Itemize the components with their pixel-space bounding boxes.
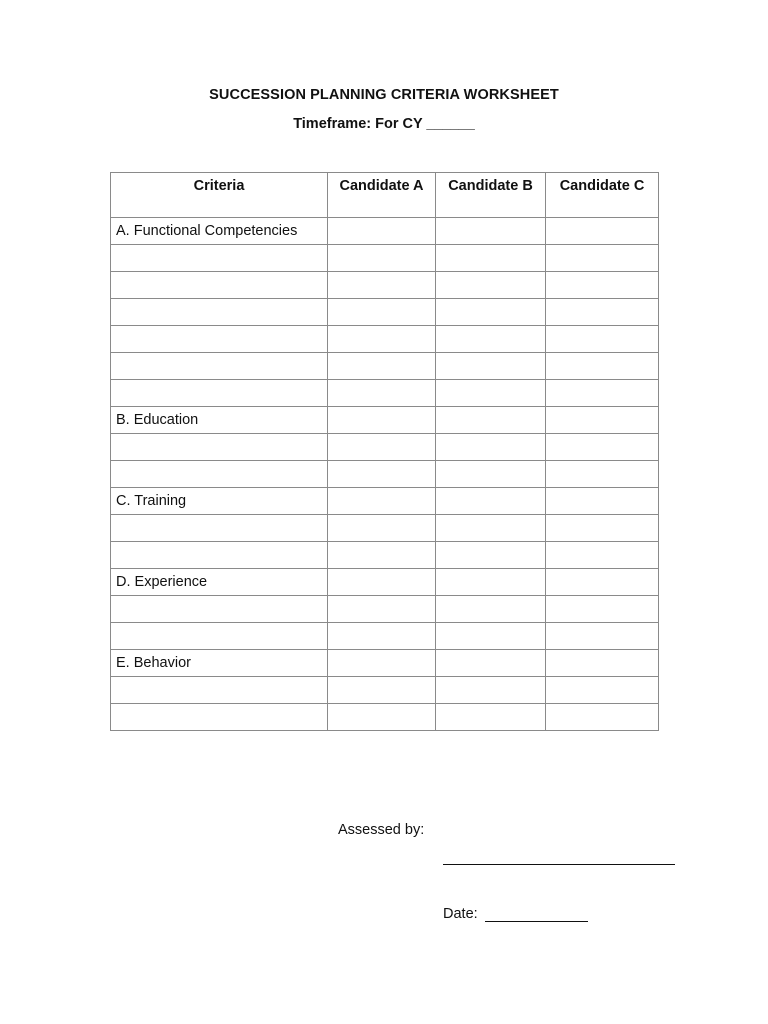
candidate-a-cell[interactable] — [328, 488, 436, 515]
candidate-b-cell[interactable] — [436, 569, 546, 596]
criteria-cell: B. Education — [111, 407, 328, 434]
candidate-c-cell[interactable] — [546, 542, 659, 569]
table-row — [111, 299, 659, 326]
candidate-b-cell[interactable] — [436, 353, 546, 380]
candidate-b-cell[interactable] — [436, 542, 546, 569]
table-row — [111, 326, 659, 353]
candidate-b-cell[interactable] — [436, 326, 546, 353]
candidate-c-cell[interactable] — [546, 218, 659, 245]
table-row — [111, 623, 659, 650]
candidate-c-cell[interactable] — [546, 380, 659, 407]
table-row — [111, 434, 659, 461]
table-row — [111, 461, 659, 488]
candidate-b-cell[interactable] — [436, 461, 546, 488]
criteria-cell — [111, 542, 328, 569]
candidate-b-cell[interactable] — [436, 272, 546, 299]
criteria-cell — [111, 299, 328, 326]
date-label: Date: — [443, 906, 478, 922]
assessed-by-label: Assessed by: — [338, 822, 425, 838]
table-row — [111, 704, 659, 731]
candidate-b-cell[interactable] — [436, 299, 546, 326]
date-line[interactable] — [485, 921, 588, 922]
candidate-c-cell[interactable] — [546, 623, 659, 650]
candidate-b-cell[interactable] — [436, 245, 546, 272]
criteria-cell — [111, 677, 328, 704]
candidate-c-cell[interactable] — [546, 704, 659, 731]
table-row — [111, 596, 659, 623]
candidate-c-cell[interactable] — [546, 488, 659, 515]
criteria-cell — [111, 515, 328, 542]
candidate-a-cell[interactable] — [328, 515, 436, 542]
criteria-cell — [111, 353, 328, 380]
candidate-c-cell[interactable] — [546, 353, 659, 380]
candidate-a-cell[interactable] — [328, 542, 436, 569]
criteria-cell — [111, 380, 328, 407]
candidate-a-cell[interactable] — [328, 218, 436, 245]
criteria-cell — [111, 245, 328, 272]
table-row — [111, 245, 659, 272]
table-header-row — [111, 173, 659, 218]
candidate-a-cell[interactable] — [328, 650, 436, 677]
candidate-b-cell[interactable] — [436, 677, 546, 704]
table-row — [111, 677, 659, 704]
assessed-by-signature-line[interactable] — [443, 864, 675, 865]
candidate-a-cell[interactable] — [328, 434, 436, 461]
criteria-cell: A. Functional Competencies — [111, 218, 328, 245]
table-row — [111, 380, 659, 407]
criteria-cell — [111, 623, 328, 650]
table-row — [111, 488, 659, 515]
candidate-a-cell[interactable] — [328, 461, 436, 488]
table-row — [111, 542, 659, 569]
table-row — [111, 272, 659, 299]
candidate-c-cell[interactable] — [546, 245, 659, 272]
table-row — [111, 353, 659, 380]
table-row — [111, 407, 659, 434]
candidate-c-cell[interactable] — [546, 461, 659, 488]
candidate-b-cell[interactable] — [436, 515, 546, 542]
criteria-cell: E. Behavior — [111, 650, 328, 677]
header-criteria: Criteria — [111, 173, 328, 218]
table-row — [111, 515, 659, 542]
criteria-cell — [111, 272, 328, 299]
candidate-b-cell[interactable] — [436, 434, 546, 461]
candidate-a-cell[interactable] — [328, 299, 436, 326]
candidate-a-cell[interactable] — [328, 569, 436, 596]
header-candidate-a: Candidate A — [328, 173, 436, 218]
candidate-c-cell[interactable] — [546, 650, 659, 677]
candidate-b-cell[interactable] — [436, 623, 546, 650]
candidate-a-cell[interactable] — [328, 353, 436, 380]
candidate-b-cell[interactable] — [436, 650, 546, 677]
criteria-cell: D. Experience — [111, 569, 328, 596]
criteria-cell: C. Training — [111, 488, 328, 515]
candidate-a-cell[interactable] — [328, 245, 436, 272]
candidate-b-cell[interactable] — [436, 380, 546, 407]
criteria-cell — [111, 461, 328, 488]
candidate-c-cell[interactable] — [546, 326, 659, 353]
criteria-cell — [111, 434, 328, 461]
header-candidate-c: Candidate C — [546, 173, 659, 218]
table-row — [111, 650, 659, 677]
criteria-cell — [111, 704, 328, 731]
criteria-table — [110, 172, 659, 731]
candidate-c-cell[interactable] — [546, 299, 659, 326]
candidate-c-cell[interactable] — [546, 272, 659, 299]
header-candidate-b: Candidate B — [436, 173, 546, 218]
candidate-a-cell[interactable] — [328, 704, 436, 731]
table-body — [111, 218, 659, 731]
criteria-cell — [111, 596, 328, 623]
candidate-a-cell[interactable] — [328, 596, 436, 623]
worksheet-timeframe: Timeframe: For CY ______ — [293, 116, 475, 132]
candidate-c-cell[interactable] — [546, 677, 659, 704]
candidate-a-cell[interactable] — [328, 380, 436, 407]
candidate-a-cell[interactable] — [328, 623, 436, 650]
worksheet-title: SUCCESSION PLANNING CRITERIA WORKSHEET — [209, 87, 559, 103]
candidate-c-cell[interactable] — [546, 515, 659, 542]
candidate-a-cell[interactable] — [328, 407, 436, 434]
criteria-cell — [111, 326, 328, 353]
candidate-a-cell[interactable] — [328, 272, 436, 299]
candidate-b-cell[interactable] — [436, 407, 546, 434]
candidate-b-cell[interactable] — [436, 218, 546, 245]
candidate-c-cell[interactable] — [546, 596, 659, 623]
candidate-a-cell[interactable] — [328, 326, 436, 353]
table-row — [111, 569, 659, 596]
candidate-b-cell[interactable] — [436, 596, 546, 623]
candidate-c-cell[interactable] — [546, 569, 659, 596]
candidate-c-cell[interactable] — [546, 434, 659, 461]
candidate-b-cell[interactable] — [436, 488, 546, 515]
candidate-a-cell[interactable] — [328, 677, 436, 704]
candidate-b-cell[interactable] — [436, 704, 546, 731]
table-row — [111, 218, 659, 245]
candidate-c-cell[interactable] — [546, 407, 659, 434]
